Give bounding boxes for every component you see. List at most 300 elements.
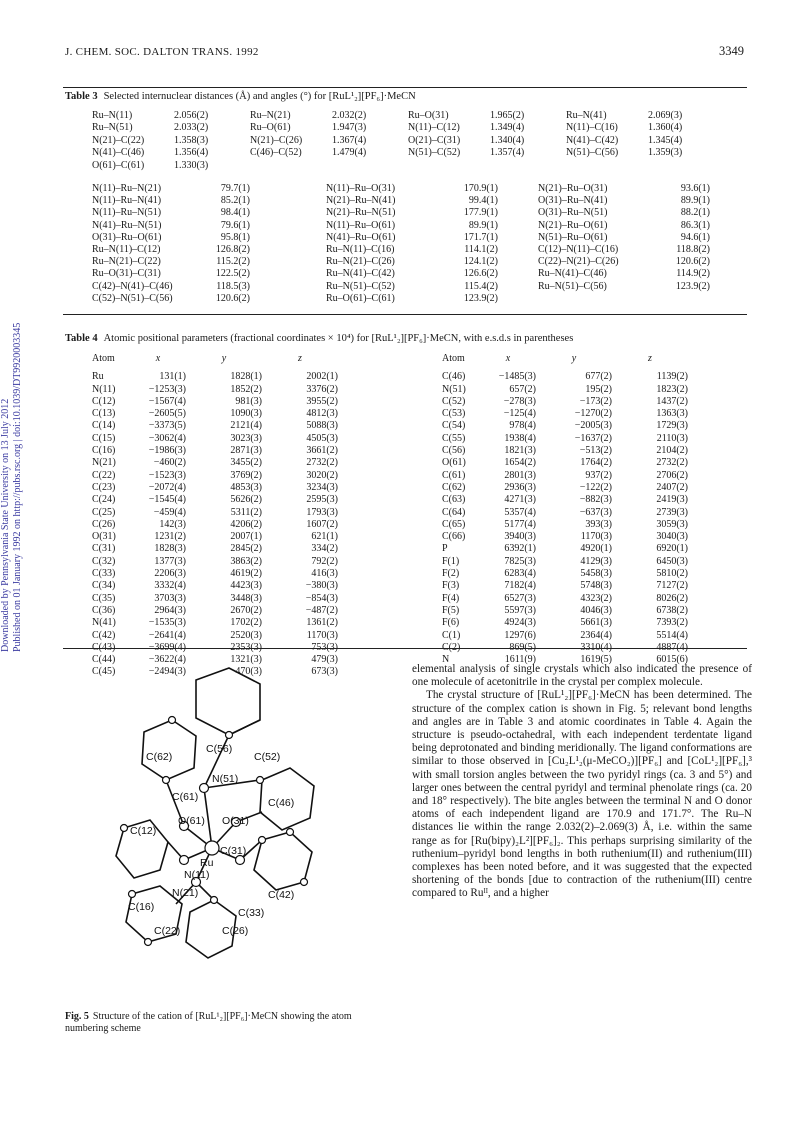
bond-value: 1.358(3) (174, 134, 209, 146)
bond-value: 1.356(4) (174, 147, 209, 159)
coordinate-cell: C(45) (92, 666, 116, 678)
coordinate-cell: 7182(4) (504, 580, 536, 592)
coordinate-cell: C(54) (442, 420, 466, 432)
coordinate-cell: C(46) (442, 371, 466, 383)
coordinate-cell: C(16) (92, 445, 116, 457)
atom-label-c61: C(61) (172, 791, 199, 803)
coordinate-cell: C(63) (442, 494, 466, 506)
coordinate-row (442, 457, 688, 469)
coordinate-header: y (221, 353, 227, 364)
angle-value: 79.7(1) (220, 183, 250, 194)
distance-row (566, 135, 682, 147)
coordinate-row (442, 630, 688, 642)
coordinate-cell: 1654(2) (504, 457, 536, 469)
coordinate-cell: −882(3) (579, 494, 612, 506)
coordinate-cell: C(33) (92, 568, 116, 580)
coordinate-row (442, 433, 688, 445)
coordinate-cell: −1545(4) (148, 494, 186, 506)
coordinate-row (92, 408, 338, 420)
coordinate-cell: 6920(1) (656, 543, 688, 555)
coordinate-row (442, 420, 688, 432)
angle-row (538, 244, 710, 256)
coordinate-cell: 1297(6) (504, 629, 536, 641)
coordinate-cell: −2005(3) (574, 420, 612, 432)
bond-label: N(11)–C(16) (566, 122, 618, 134)
angle-value: 114.9(2) (676, 268, 710, 280)
angle-label: N(11)–Ru–O(31) (326, 183, 396, 194)
coordinate-cell: 1821(3) (504, 445, 536, 457)
coordinate-cell: 6015(6) (656, 654, 688, 666)
coordinate-cell: −487(2) (305, 604, 338, 616)
coordinate-cell: 479(3) (311, 654, 338, 666)
angle-label: Ru–N(41)–C(42) (326, 268, 395, 280)
coordinate-cell: F(1) (442, 555, 460, 567)
coordinate-cell: 937(2) (585, 469, 612, 481)
angle-row (538, 183, 710, 195)
angle-label: N(11)–Ru–N(41) (92, 195, 162, 207)
angle-row (326, 244, 498, 256)
coordinate-column (92, 353, 338, 679)
coordinate-cell: 1437(2) (656, 395, 688, 407)
angle-label: N(51)–Ru–O(61) (538, 231, 608, 243)
coordinate-cell: 3234(3) (306, 481, 338, 493)
angle-row (326, 183, 498, 195)
distance-row (92, 160, 208, 172)
coordinate-row (92, 617, 338, 629)
coordinate-cell: 4423(3) (230, 580, 262, 592)
angle-label: O(31)–Ru–N(41) (538, 195, 608, 207)
angle-row (538, 268, 710, 280)
angle-row (326, 268, 498, 280)
table3-caption-text: Selected internuclear distances (Å) and angles (°) for [RuL¹₂][PF₆]·MeCN (103, 91, 416, 102)
coordinate-cell: 978(4) (509, 420, 536, 432)
angle-value: 170.9(1) (463, 183, 498, 194)
bond-value: 1.367(4) (332, 134, 367, 146)
coordinate-cell: 2206(3) (154, 568, 186, 580)
coordinate-cell: 2670(2) (230, 604, 262, 616)
angle-value: 114.1(2) (464, 244, 498, 256)
coordinate-cell: 4619(2) (230, 568, 262, 580)
coordinate-cell: 621(1) (311, 531, 338, 543)
coordinate-row (442, 543, 688, 555)
coordinate-cell: 393(3) (585, 518, 612, 530)
angle-row (538, 256, 710, 268)
distance-row (92, 135, 208, 147)
coordinate-cell: 4812(3) (306, 408, 338, 420)
angle-row (92, 281, 250, 293)
coordinate-row (92, 445, 338, 457)
coordinate-cell: C(35) (92, 592, 116, 604)
atom-label-c62: C(62) (146, 751, 173, 763)
bond-value: 1.349(4) (490, 122, 525, 134)
bond-value: 1.345(4) (648, 134, 683, 146)
atom-label-c26: C(26) (222, 925, 249, 937)
coordinate-cell: C(66) (442, 531, 466, 543)
coordinate-cell: 4046(3) (580, 604, 612, 616)
coordinate-cell: 1139(2) (656, 371, 688, 383)
coordinate-cell: 2002(1) (306, 371, 338, 383)
coordinate-cell: −173(2) (579, 395, 612, 407)
atom-label-c33: C(33) (238, 907, 265, 919)
coordinate-cell: C(25) (92, 506, 116, 518)
angle-value: 86.3(1) (680, 219, 710, 231)
angle-value: 88.2(1) (680, 207, 710, 219)
coordinate-row (442, 408, 688, 420)
coordinate-cell: 3376(2) (306, 383, 338, 395)
coordinate-cell: N (442, 654, 450, 666)
angle-label: O(31)–Ru–O(61) (92, 231, 162, 243)
atom-label-c16: C(16) (128, 901, 155, 913)
angle-label: Ru–N(21)–C(22) (92, 256, 161, 268)
angle-value: 98.4(1) (220, 207, 250, 219)
coordinate-cell: 2871(3) (230, 445, 262, 457)
coordinate-cell: 657(2) (509, 383, 536, 395)
bond-value: 2.033(2) (174, 122, 209, 134)
coordinate-row (92, 543, 338, 555)
table4-label: Table 4 (65, 333, 98, 344)
coordinate-cell: 5626(2) (230, 494, 262, 506)
coordinate-row (442, 568, 688, 580)
coordinate-cell: 3955(2) (306, 395, 338, 407)
angle-row (538, 281, 710, 293)
coordinate-header: Atom (442, 353, 465, 364)
angle-value: 122.5(2) (215, 268, 250, 280)
atom-label-c46: C(46) (268, 797, 295, 809)
coordinate-cell: 1607(2) (306, 518, 338, 530)
atom-label-c22: C(22) (154, 925, 181, 937)
distance-column (92, 110, 208, 172)
coordinate-cell: 1170(3) (306, 629, 338, 641)
angle-label: N(21)–Ru–N(41) (326, 195, 396, 207)
coordinate-row (442, 593, 688, 605)
coordinate-cell: 4323(2) (580, 592, 612, 604)
coordinate-cell: C(23) (92, 481, 116, 493)
figure-caption-text: Structure of the cation of [RuL¹₂][PF₆]·MeCN showing the atom numbering scheme (65, 1011, 352, 1034)
coordinate-cell: C(1) (442, 629, 461, 641)
coordinate-cell: C(44) (92, 654, 116, 666)
structure-figure (64, 660, 384, 990)
bond-label: Ru–N(41) (566, 110, 607, 121)
angle-row (92, 195, 250, 207)
atom-label-n51: N(51) (212, 773, 239, 785)
coordinate-cell: N(51) (442, 383, 466, 395)
angle-value: 99.4(1) (468, 195, 498, 207)
coordinate-cell: C(22) (92, 469, 116, 481)
atom-label-o61: O(61) (178, 815, 205, 827)
coordinate-cell: F(3) (442, 580, 460, 592)
coordinate-cell: C(36) (92, 604, 116, 616)
coordinate-cell: 7825(3) (504, 555, 536, 567)
coordinate-cell: 3769(2) (230, 469, 262, 481)
coordinate-row (442, 470, 688, 482)
coordinate-header-row (92, 353, 338, 365)
coordinate-cell: 7127(2) (656, 580, 688, 592)
angle-value: 123.9(2) (675, 280, 710, 292)
coordinate-cell: 7393(2) (656, 617, 688, 629)
atom-label-c42: C(42) (268, 889, 295, 901)
coordinate-cell: 1361(2) (306, 617, 338, 629)
coordinate-cell: C(61) (442, 469, 466, 481)
publication-note: Published on 01 January 1992 on http://pubs.rsc.org | doi:10.1039/DT9920003345 (12, 322, 23, 652)
bond-value: 2.069(3) (648, 110, 683, 121)
coordinate-cell: 4920(1) (580, 543, 612, 555)
coordinate-row (442, 519, 688, 531)
coordinate-row (92, 593, 338, 605)
bond-label: N(51)–C(52) (408, 147, 461, 159)
coordinate-cell: P (442, 543, 448, 555)
coordinate-cell: C(32) (92, 555, 116, 567)
coordinate-cell: 1170(3) (580, 531, 612, 543)
figure-label: Fig. 5 (65, 1011, 89, 1022)
coordinate-cell: 1823(2) (656, 383, 688, 395)
coordinate-row (92, 507, 338, 519)
angle-label: Ru–N(21)–C(26) (326, 256, 395, 268)
coordinate-cell: 2007(1) (230, 531, 262, 543)
angle-label: C(42)–N(41)–C(46) (92, 280, 173, 292)
coordinate-cell: 4206(2) (230, 518, 262, 530)
coordinate-row (92, 519, 338, 531)
angle-row (92, 293, 250, 305)
coordinate-cell: 142(3) (159, 518, 186, 530)
angle-label: Ru–N(11)–C(12) (92, 244, 161, 256)
coordinate-row (92, 433, 338, 445)
coordinate-cell: F(2) (442, 568, 460, 580)
bond-value: 2.056(2) (174, 110, 209, 121)
coordinate-row (442, 556, 688, 568)
coordinate-cell: O(31) (92, 531, 116, 543)
angle-row (538, 232, 710, 244)
coordinate-cell: −513(2) (579, 445, 612, 457)
coordinate-header: z (648, 353, 652, 364)
coordinate-cell: 3020(2) (306, 469, 338, 481)
bond-label: C(46)–C(52) (250, 147, 302, 159)
coordinate-cell: 5810(2) (656, 568, 688, 580)
angle-row (326, 256, 498, 268)
coordinate-cell: 5514(4) (656, 629, 688, 641)
bond-label: O(61)–C(61) (92, 159, 145, 171)
coordinate-cell: 2845(2) (230, 543, 262, 555)
angle-label: Ru–O(31)–C(31) (92, 268, 161, 280)
coordinate-cell: 6283(4) (504, 568, 536, 580)
angle-row (92, 183, 250, 195)
bond-value: 1.965(2) (490, 110, 525, 121)
coordinate-cell: −278(3) (503, 395, 536, 407)
angle-row (538, 207, 710, 219)
coordinate-cell: −2641(4) (148, 629, 186, 641)
coordinate-cell: 1852(2) (230, 383, 262, 395)
atom-label-n11: N(11) (184, 869, 210, 881)
angle-value: 120.6(2) (215, 292, 250, 304)
coordinate-row (92, 457, 338, 469)
angle-value: 123.9(2) (463, 292, 498, 304)
distance-row (250, 135, 366, 147)
coordinate-cell: 2419(3) (656, 494, 688, 506)
coordinate-cell: 1363(3) (656, 408, 688, 420)
coordinate-cell: 673(3) (311, 666, 338, 678)
angle-value: 118.8(2) (676, 244, 710, 256)
angle-value: 124.1(2) (463, 256, 498, 268)
bond-label: Ru–N(11) (92, 110, 133, 121)
angle-value: 118.5(3) (216, 280, 250, 292)
atom-label-c12: C(12) (130, 825, 157, 837)
coordinate-cell: 2706(2) (656, 469, 688, 481)
body-text (412, 663, 752, 901)
atom-label-c56: C(56) (206, 743, 233, 755)
coordinate-cell: −1567(4) (148, 395, 186, 407)
coordinate-cell: 3661(2) (306, 445, 338, 457)
angle-label: Ru–N(11)–C(16) (326, 244, 395, 256)
angle-label: N(21)–Ru–N(51) (326, 207, 396, 219)
coordinate-cell: 2801(3) (504, 469, 536, 481)
angle-row (326, 207, 498, 219)
coordinate-cell: 5748(3) (580, 580, 612, 592)
coordinate-cell: 131(1) (159, 371, 186, 383)
coordinate-row (442, 605, 688, 617)
angle-value: 115.4(2) (464, 280, 498, 292)
coordinate-cell: −1637(2) (574, 432, 612, 444)
angle-label: Ru–N(51)–C(52) (326, 280, 395, 292)
angle-value: 171.7(1) (463, 231, 498, 243)
coordinate-cell: C(24) (92, 494, 116, 506)
coordinate-cell: 2732(2) (306, 457, 338, 469)
coordinate-cell: C(13) (92, 408, 116, 420)
coordinate-row (442, 482, 688, 494)
bond-label: N(51)–C(56) (566, 147, 619, 159)
distance-row (92, 110, 208, 122)
coordinate-row (92, 568, 338, 580)
bond-value: 1.340(4) (490, 134, 525, 146)
angle-label: C(52)–N(51)–C(56) (92, 292, 173, 304)
coordinate-cell: 3863(2) (230, 555, 262, 567)
atom-label-o31: O(31) (222, 815, 249, 827)
coordinate-cell: −380(3) (305, 580, 338, 592)
coordinate-cell: 2520(3) (230, 629, 262, 641)
coordinate-cell: 1619(5) (580, 654, 612, 666)
coordinate-cell: 1938(4) (504, 432, 536, 444)
bond-value: 1.947(3) (332, 122, 367, 134)
coordinate-cell: 1828(1) (230, 371, 262, 383)
coordinate-row (92, 420, 338, 432)
distance-row (92, 147, 208, 159)
distance-row (566, 147, 682, 159)
distance-row (250, 122, 366, 134)
atom-label-c52: C(52) (254, 751, 281, 763)
coordinate-cell: −2072(4) (148, 481, 186, 493)
angle-column (92, 183, 250, 305)
coordinate-cell: 6527(3) (504, 592, 536, 604)
coordinate-cell: 3940(3) (504, 531, 536, 543)
angle-label: Ru–N(51)–C(56) (538, 280, 607, 292)
coordinate-cell: 2732(2) (656, 457, 688, 469)
bond-label: Ru–O(31) (408, 110, 449, 121)
angle-value: 95.8(1) (220, 231, 250, 243)
coordinate-cell: 6738(2) (656, 604, 688, 616)
angle-label: N(21)–Ru–O(31) (538, 183, 608, 194)
coordinate-cell: 5357(4) (504, 506, 536, 518)
bond-value: 1.330(3) (174, 159, 209, 171)
coordinate-cell: F(5) (442, 604, 460, 616)
bond-label: N(11)–C(12) (408, 122, 460, 134)
coordinate-cell: −460(2) (153, 457, 186, 469)
coordinate-cell: −125(4) (503, 408, 536, 420)
coordinate-row (92, 371, 338, 383)
coordinate-cell: −2494(3) (148, 666, 186, 678)
angle-label: N(41)–Ru–O(61) (326, 231, 396, 243)
coordinate-cell: 1764(2) (580, 457, 612, 469)
coordinate-cell: N(41) (92, 617, 116, 629)
bond-label: N(41)–C(46) (92, 147, 145, 159)
angle-row (92, 256, 250, 268)
coordinate-cell: −2605(5) (148, 408, 186, 420)
coordinate-row (442, 396, 688, 408)
table3-label: Table 3 (65, 91, 98, 102)
coordinate-cell: 3023(3) (230, 432, 262, 444)
journal-header: J. CHEM. SOC. DALTON TRANS. 1992 (65, 46, 259, 58)
angle-row (92, 268, 250, 280)
coordinate-cell: 2936(3) (504, 481, 536, 493)
distance-column (250, 110, 366, 160)
coordinate-cell: C(42) (92, 629, 116, 641)
distance-row (250, 110, 366, 122)
coordinate-cell: F(6) (442, 617, 460, 629)
page-number: 3349 (719, 44, 744, 58)
coordinate-cell: 3059(3) (656, 518, 688, 530)
atom-label-ru: Ru (200, 857, 214, 869)
coordinate-cell: 1231(2) (154, 531, 186, 543)
coordinate-header-row (442, 353, 688, 365)
coordinate-row (92, 605, 338, 617)
coordinate-row (92, 396, 338, 408)
coordinate-cell: 4271(3) (504, 494, 536, 506)
coordinate-cell: 2364(4) (580, 629, 612, 641)
coordinate-cell: −854(3) (305, 592, 338, 604)
angle-label: N(11)–Ru–N(51) (92, 207, 162, 219)
table3-caption (65, 91, 416, 102)
coordinate-row (442, 580, 688, 592)
bond-value: 1.359(3) (648, 147, 683, 159)
coordinate-cell: N(11) (92, 383, 116, 395)
coordinate-cell: C(56) (442, 445, 466, 457)
bond-value: 1.360(4) (648, 122, 683, 134)
coordinate-cell: 1828(3) (154, 543, 186, 555)
coordinate-cell: 416(3) (311, 568, 338, 580)
distance-row (566, 122, 682, 134)
coordinate-header: z (298, 353, 302, 364)
rule-bottom-table4 (63, 648, 747, 649)
coordinate-header: Atom (92, 353, 115, 364)
angle-row (92, 207, 250, 219)
bond-value: 2.032(2) (332, 110, 367, 121)
coordinate-row (442, 617, 688, 629)
coordinate-cell: 5597(3) (504, 604, 536, 616)
coordinate-cell: 3703(3) (154, 592, 186, 604)
coordinate-cell: C(15) (92, 432, 116, 444)
angle-value: 115.2(2) (216, 256, 250, 268)
coordinate-cell: 1702(2) (230, 617, 262, 629)
distance-column (566, 110, 682, 160)
angle-value: 93.6(1) (680, 183, 710, 194)
coordinate-cell: 1377(3) (154, 555, 186, 567)
bond-value: 1.479(4) (332, 147, 367, 159)
bond-label: Ru–O(61) (250, 122, 291, 134)
coordinate-cell: 5311(2) (230, 506, 262, 518)
coordinate-row (92, 494, 338, 506)
coordinate-cell: 1793(3) (306, 506, 338, 518)
coordinate-cell: 1090(3) (230, 408, 262, 420)
coordinate-cell: 2121(4) (230, 420, 262, 432)
coordinate-cell: −1535(3) (148, 617, 186, 629)
atom-label-c31: C(31) (220, 845, 247, 857)
